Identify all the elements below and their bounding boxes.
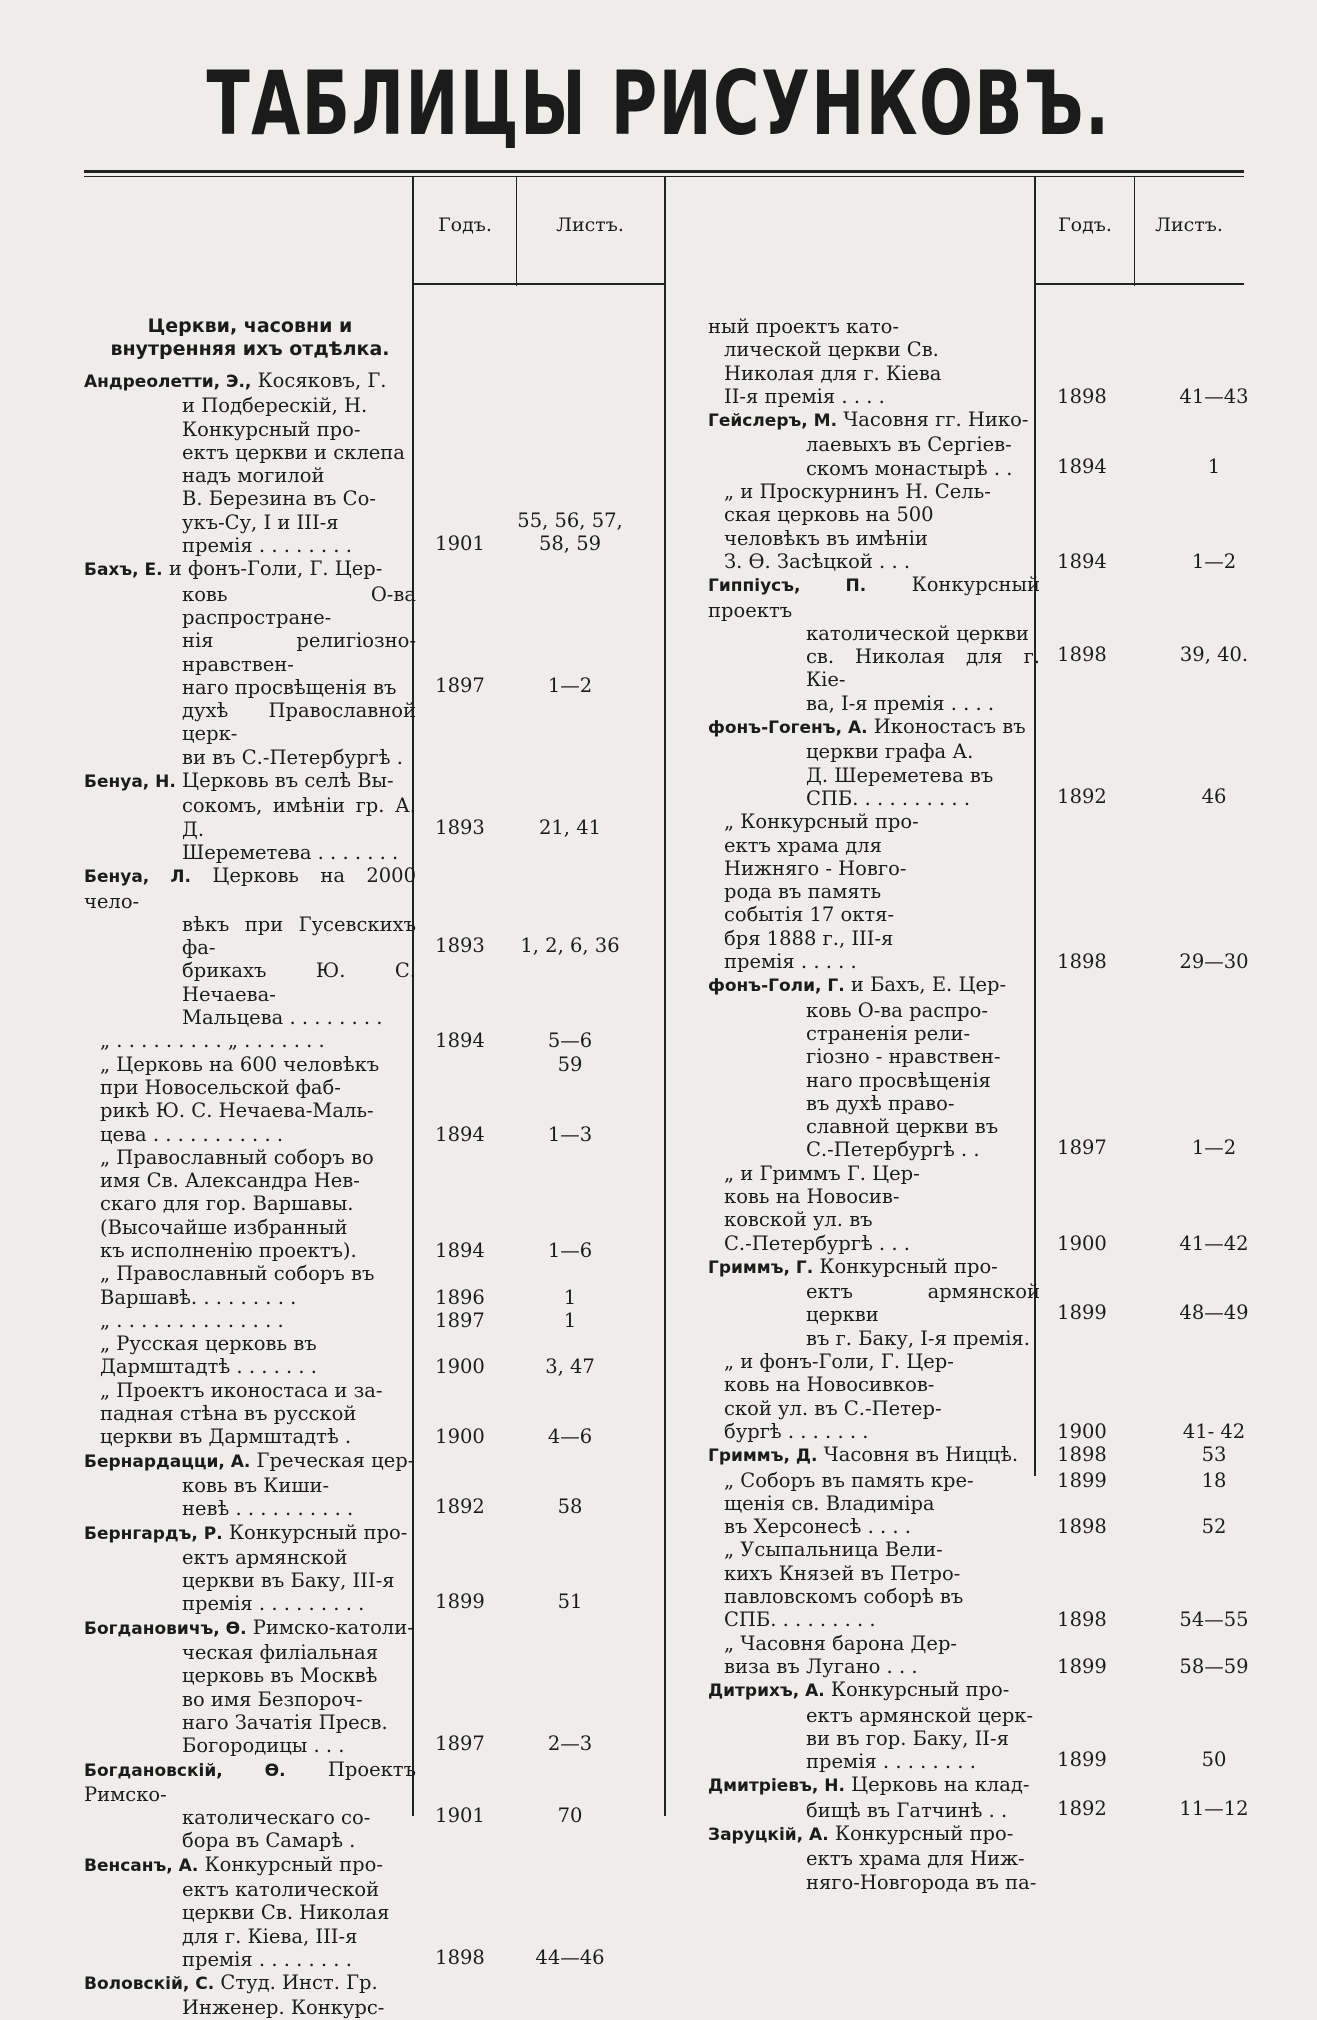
entry-line: ектъ армянской церкви xyxy=(806,1280,1040,1327)
entry-line: падная стѣна въ русской xyxy=(100,1402,357,1426)
entry-line: премія . . . . . . . . xyxy=(182,534,352,558)
col-divider xyxy=(664,176,666,1816)
sheet-value: 51 xyxy=(557,1590,583,1614)
year-value: 1898 xyxy=(1057,1515,1107,1539)
entry-line: павловскомъ соборѣ въ xyxy=(724,1585,964,1609)
entry-line: Богдановичъ, Ѳ. Римско-католи- xyxy=(84,1615,414,1639)
sheet-value: 59 xyxy=(557,1052,583,1076)
year-value: 1892 xyxy=(1057,1796,1107,1820)
index-entry xyxy=(708,408,1221,480)
entry-line: ская церковь на 500 xyxy=(724,503,934,527)
author-name: Гиппіусъ, П. xyxy=(708,576,867,597)
entry-line: Гейслеръ, М. Часовня гг. Нико- xyxy=(708,408,1029,432)
sheet-value: 58—59 xyxy=(1179,1654,1249,1678)
entry-line: Мальцева . . . . . . . . xyxy=(182,1006,383,1030)
year-value: 1898 xyxy=(1057,1443,1107,1467)
entry-line: „ Конкурсный про- xyxy=(724,810,919,834)
entry-line: вѣкъ при Гусевскихъ фа- xyxy=(182,912,416,960)
entry-line: въ г. Баку, I-я премія. xyxy=(806,1326,1030,1350)
entry-line: „ и Проскурнинъ Н. Сель- xyxy=(724,480,991,504)
col-header-sheet: Листъ. xyxy=(1155,214,1223,236)
entry-line: „ и фонъ-Голи, Г. Цер- xyxy=(724,1350,954,1374)
entry-line: „ Русская церковь въ xyxy=(100,1332,317,1356)
entry-line: Бахъ, Е. и фонъ-Голи, Г. Цер- xyxy=(84,557,383,581)
index-entry xyxy=(708,1161,1249,1255)
sheet-value: 58 xyxy=(557,1495,583,1519)
index-entry xyxy=(84,557,593,769)
entry-line: надъ могилой xyxy=(182,464,325,488)
author-name: Андреолетти, Э., xyxy=(84,372,252,392)
entry-line: сокомъ, имѣніи гр. А. Д. xyxy=(182,794,416,841)
author-name: Бернгардъ, Р. xyxy=(84,1523,223,1544)
year-value: 1898 xyxy=(1057,950,1107,974)
entry-line: человѣкъ въ имѣніи xyxy=(724,526,928,550)
sheet-value: 1 xyxy=(563,1285,577,1309)
author-name: Венсанъ, А. xyxy=(84,1855,199,1876)
col-header-year: Годъ. xyxy=(1058,214,1112,236)
index-entry xyxy=(708,1254,1249,1350)
year-value: 1901 xyxy=(435,532,485,556)
index-entry xyxy=(708,810,1249,974)
index-entry xyxy=(84,1378,593,1449)
sheet-value: 55, 56, 57, xyxy=(517,508,623,532)
year-value: 1900 xyxy=(435,1425,485,1449)
sheet-value: 4—6 xyxy=(547,1425,593,1449)
index-entry xyxy=(708,1631,1249,1679)
entry-line: церкви въ Баку, III-я xyxy=(182,1569,395,1593)
entry-line: нія религіозно-нравствен- xyxy=(182,629,416,676)
sheet-value: 70 xyxy=(557,1804,583,1828)
page-title: ТАБЛИЦЫ РИСУНКОВЪ. xyxy=(206,52,1111,155)
entry-line: ектъ храма для Ниж- xyxy=(806,1847,1025,1871)
index-entry xyxy=(708,1538,1249,1632)
left-column xyxy=(84,315,623,2020)
entry-line: „ . . . . . . . . . . . . . . xyxy=(100,1308,284,1332)
entry-line: въ Херсонесѣ . . . . xyxy=(724,1515,911,1539)
author-name: Бернардацци, А. xyxy=(84,1451,251,1472)
entry-line: имя Св. Александра Нев- xyxy=(100,1169,360,1193)
entry-line: виза въ Лугано . . . xyxy=(724,1654,918,1678)
entry-line: укъ-Су, I и III-я xyxy=(182,510,339,534)
entry-line: Шереметева . . . . . . . xyxy=(182,840,399,864)
entry-line: „ Православный соборъ въ xyxy=(100,1262,375,1286)
entry-line: ектъ церкви и склепа xyxy=(182,440,405,464)
header-rule xyxy=(1034,283,1244,285)
index-entry xyxy=(84,1448,583,1521)
entry-line: для г. Кіева, III-я xyxy=(182,1924,358,1948)
section-heading: Церкви, часовни и внутренняя ихъ отдѣлка. xyxy=(110,315,390,360)
sheet-value: 50 xyxy=(1201,1748,1227,1772)
sheet-value: 48—49 xyxy=(1179,1301,1249,1325)
entry-line: „ и Гриммъ Г. Цер- xyxy=(724,1161,920,1185)
index-entry xyxy=(708,573,1249,715)
entry-line: событія 17 октя- xyxy=(724,903,895,927)
index-entry xyxy=(84,1262,577,1309)
sheet-value: 1—6 xyxy=(547,1238,593,1262)
entry-line: ческая филіальная xyxy=(182,1641,379,1665)
year-value: 1894 xyxy=(1057,549,1107,573)
author-name: Гриммъ, Г. xyxy=(708,1257,814,1278)
entry-line: В. Березина въ Со- xyxy=(182,487,376,511)
entry-line: Дармштадтѣ . . . . . . . xyxy=(100,1355,318,1379)
entry-line: цева . . . . . . . . . . . xyxy=(100,1122,284,1146)
sheet-value: 1—2 xyxy=(547,673,593,697)
entry-line: брикахъ Ю. С. Нечаева- xyxy=(182,959,416,1006)
author-name: Богдановичъ, Ѳ. xyxy=(84,1618,247,1639)
index-entry xyxy=(708,1678,1227,1774)
entry-line: Бернгардъ, Р. Конкурсный про- xyxy=(84,1520,408,1544)
year-value: 1899 xyxy=(1057,1301,1107,1325)
entry-line: ковь О-ва распро- xyxy=(806,998,988,1022)
index-entry xyxy=(84,1615,593,1758)
sheet-value: 44—46 xyxy=(535,1945,605,1969)
entry-line: скомъ монастырѣ . . xyxy=(806,456,1013,480)
index-entry xyxy=(84,1332,595,1379)
index-entry xyxy=(84,1852,605,1971)
entry-line: Гиппіусъ, П. Конкурсный проектъ xyxy=(708,573,1041,622)
entry-line: ектъ католической xyxy=(182,1878,380,1901)
year-value: 1894 xyxy=(435,1029,485,1053)
entry-line: щенія св. Владиміра xyxy=(724,1491,935,1515)
entry-line: Нижняго - Новго- xyxy=(724,856,907,880)
entry-line: рода въ память xyxy=(724,880,882,904)
entry-line: рикѣ Ю. С. Нечаева-Маль- xyxy=(100,1099,374,1123)
entry-line: „ Усыпальница Вели- xyxy=(724,1538,943,1562)
entry-line: Заруцкій, А. Конкурсный про- xyxy=(708,1822,1014,1845)
entry-line: и Подберескій, Н. xyxy=(182,394,368,418)
entry-line: гіозно - нравствен- xyxy=(806,1045,1001,1069)
entry-line: Венсанъ, А. Конкурсный про- xyxy=(84,1852,383,1876)
entry-line: премія . . . . . xyxy=(724,950,857,974)
entry-line: С.-Петербургѣ . . . xyxy=(724,1231,910,1255)
entry-line: къ исполненію проектъ). xyxy=(100,1238,357,1262)
entry-line: „ Православный соборъ во xyxy=(100,1145,374,1169)
author-name: Гриммъ, Д. xyxy=(708,1446,818,1467)
entry-line: духѣ Православной церк- xyxy=(182,699,416,746)
year-value: 1899 xyxy=(435,1590,485,1614)
entry-line: ектъ армянской церк- xyxy=(806,1703,1034,1727)
year-value: 1900 xyxy=(1057,1231,1107,1255)
sheet-value: 3, 47 xyxy=(545,1355,595,1379)
index-entry xyxy=(84,1029,593,1053)
year-value: 1897 xyxy=(1057,1136,1107,1160)
year-value: 1898 xyxy=(435,1945,485,1969)
entry-line: бря 1888 г., III-я xyxy=(724,926,894,950)
sheet-value: 46 xyxy=(1201,784,1227,808)
index-entry xyxy=(708,1350,1246,1443)
sheet-value: 1 xyxy=(563,1308,577,1332)
entry-line: Варшавѣ. . . . . . . . . xyxy=(100,1285,297,1309)
entry-line: „ . . . . . . . . . „ . . . . . . . xyxy=(100,1029,325,1053)
entry-line: СПБ. . . . . . . . . xyxy=(724,1608,876,1632)
year-value: 1898 xyxy=(1057,1608,1107,1632)
entry-line: бургѣ . . . . . . . xyxy=(724,1419,869,1443)
year-value: 1897 xyxy=(435,673,485,697)
header-rule xyxy=(412,283,664,285)
entry-line: скаго для гор. Варшавы. xyxy=(100,1192,354,1216)
author-name: фонъ-Гогенъ, А. xyxy=(708,718,868,739)
entry-line: бищѣ въ Гатчинѣ . . xyxy=(806,1798,1008,1822)
entry-line: кихъ Князей въ Петро- xyxy=(724,1561,961,1585)
year-value: 1899 xyxy=(1057,1468,1107,1492)
entry-line: ковь въ Киши- xyxy=(182,1473,330,1497)
right-column xyxy=(708,315,1249,1894)
entry-line: въ духѣ право- xyxy=(806,1091,955,1115)
author-name: Дмитріевъ, Н. xyxy=(708,1776,845,1797)
entry-line: наго просвѣщенія въ xyxy=(182,675,397,699)
col-header-sheet: Листъ. xyxy=(556,214,624,236)
year-value: 1892 xyxy=(1057,784,1107,808)
index-entry xyxy=(84,1308,577,1332)
entry-line: Дмитріевъ, Н. Церковь на клад- xyxy=(708,1773,1030,1797)
entry-line: лической церкви Св. xyxy=(724,338,939,362)
entry-line: Богородицы . . . xyxy=(182,1734,345,1758)
year-value: 1901 xyxy=(435,1804,485,1828)
entry-line: Бенуа, Л. Церковь на 2000 чело- xyxy=(84,864,416,913)
entry-line: Бернардацци, А. Греческая цер- xyxy=(84,1448,415,1472)
sheet-value: 53 xyxy=(1201,1443,1227,1467)
entry-line: Д. Шереметева въ xyxy=(806,763,994,787)
index-entry xyxy=(708,973,1237,1162)
year-value: 1897 xyxy=(435,1308,485,1332)
year-value: 1893 xyxy=(435,934,485,958)
entry-line: при Новосельской фаб- xyxy=(100,1075,341,1099)
sheet-value: 41—43 xyxy=(1179,384,1249,408)
sheet-value: 1—2 xyxy=(1191,1136,1237,1160)
author-name: фонъ-Голи, Г. xyxy=(708,976,845,997)
entry-line: ковской ул. въ xyxy=(724,1208,873,1232)
entry-line: „ Часовня барона Дер- xyxy=(724,1631,958,1655)
entry-line: С.-Петербургѣ . . xyxy=(806,1138,980,1162)
sheet-value: 1 xyxy=(1207,454,1221,478)
entry-line: во имя Безпороч- xyxy=(182,1687,363,1711)
sheet-value: 29—30 xyxy=(1179,950,1249,974)
author-name: Воловскій, С. xyxy=(84,1974,215,1995)
entry-line: страненія рели- xyxy=(806,1021,971,1045)
entry-line: Богдановскій, Ѳ. Проектъ Римско- xyxy=(84,1757,416,1806)
entry-line: бора въ Самарѣ . xyxy=(182,1829,356,1853)
entry-line: премія . . . . . . . . xyxy=(806,1750,976,1774)
sheet-value: 5—6 xyxy=(547,1029,593,1053)
sheet-value: 54—55 xyxy=(1179,1608,1249,1632)
entry-line: премія . . . . . . . . . xyxy=(182,1592,365,1616)
entry-line: ковь на Новосивков- xyxy=(724,1373,935,1397)
year-value: 1899 xyxy=(1057,1748,1107,1772)
author-name: Заруцкій, А. xyxy=(708,1825,829,1845)
author-name: Богдановскій, Ѳ. xyxy=(84,1760,286,1781)
index-entry xyxy=(84,1971,416,2020)
entry-line: св. Николая для г. Кіе- xyxy=(806,645,1040,692)
year-value: 1900 xyxy=(435,1355,485,1379)
entry-line: ской ул. въ С.-Петер- xyxy=(724,1396,942,1420)
author-name: Бенуа, Л. xyxy=(84,867,191,888)
entry-line: церковь въ Москвѣ xyxy=(182,1664,378,1688)
year-value: 1892 xyxy=(435,1495,485,1519)
entry-line: Бенуа, Н. Церковь въ селѣ Вы- xyxy=(84,769,394,793)
entry-line: СПБ. . . . . . . . . . xyxy=(806,786,971,810)
entry-line: Инженер. Конкурс- xyxy=(182,1996,385,2020)
top-rule xyxy=(84,170,1244,173)
index-entry xyxy=(84,1052,593,1146)
entry-line: церкви графа А. xyxy=(806,740,974,764)
entry-line: католической церкви xyxy=(806,621,1029,645)
sheet-value: 52 xyxy=(1201,1515,1227,1539)
entry-line: премія . . . . . . . . xyxy=(182,1947,352,1971)
entry-line: Дитрихъ, А. Конкурсный про- xyxy=(708,1678,1010,1702)
index-entry xyxy=(708,1468,1227,1539)
entry-line: Воловскій, С. Студ. Инст. Гр. xyxy=(84,1971,378,1995)
index-entry xyxy=(84,769,602,864)
sheet-value: 18 xyxy=(1201,1468,1227,1492)
index-entry xyxy=(84,369,623,558)
entry-line: церкви въ Дармштадтѣ . xyxy=(100,1425,352,1449)
index-entry xyxy=(708,1822,1040,1894)
entry-line: фонъ-Голи, Г. и Бахъ, Е. Цер- xyxy=(708,973,1007,997)
year-value: 1893 xyxy=(435,815,485,839)
entry-line: (Высочайше избранный xyxy=(100,1215,348,1239)
year-value: 1897 xyxy=(435,1732,485,1756)
index-entry xyxy=(708,715,1227,810)
sheet-value: 1—2 xyxy=(1191,549,1237,573)
author-name: Дитрихъ, А. xyxy=(708,1681,825,1702)
entry-line: ви въ гор. Баку, II-я xyxy=(806,1726,1009,1750)
year-value: 1894 xyxy=(435,1238,485,1262)
sheet-value: 41—42 xyxy=(1179,1231,1249,1255)
entry-line: ектъ армянской xyxy=(182,1545,348,1569)
index-entry xyxy=(708,1443,1227,1468)
entry-line: няго-Новгорода въ па- xyxy=(806,1870,1037,1894)
entry-line: церкви Св. Николая xyxy=(182,1901,390,1925)
entry-line: Конкурсный про- xyxy=(182,417,361,441)
sheet-value: 2—3 xyxy=(547,1732,593,1756)
entry-line: Андреолетти, Э., Косяковъ, Г. xyxy=(84,369,387,392)
entry-line: славной церкви въ xyxy=(806,1115,999,1139)
entry-line: невѣ . . . . . . . . . . xyxy=(182,1497,354,1521)
sheet-value: 11—12 xyxy=(1179,1796,1249,1820)
year-value: 1900 xyxy=(1057,1419,1107,1443)
author-name: Бенуа, Н. xyxy=(84,772,176,793)
entry-line: ва, I-я премія . . . . xyxy=(806,691,995,715)
year-value: 1894 xyxy=(435,1122,485,1146)
entry-line: ковь на Новосив- xyxy=(724,1184,900,1208)
year-value: 1894 xyxy=(1057,454,1107,478)
author-name: Бахъ, Е. xyxy=(84,560,163,581)
index-entry xyxy=(708,1773,1249,1822)
sheet-value: 39, 40. xyxy=(1179,643,1249,667)
sheet-value: 58, 59 xyxy=(538,532,602,556)
index-entry xyxy=(84,1757,583,1853)
sheet-value: 21, 41 xyxy=(538,815,602,839)
index-entry xyxy=(708,480,1237,573)
entry-line: З. Ѳ. Засѣцкой . . . xyxy=(724,549,911,573)
index-entry xyxy=(84,1520,583,1616)
year-value: 1896 xyxy=(435,1285,485,1309)
entry-line: ный проектъ като- xyxy=(708,315,899,338)
entry-line: лаевыхъ въ Сергіев- xyxy=(806,433,1012,457)
sheet-value: 41- 42 xyxy=(1182,1419,1246,1443)
entry-line: Гриммъ, Г. Конкурсный про- xyxy=(708,1254,998,1278)
entry-line: „ Церковь на 600 человѣкъ xyxy=(100,1052,380,1076)
entry-line: фонъ-Гогенъ, А. Иконостасъ въ xyxy=(708,715,1026,739)
sheet-value: 1, 2, 6, 36 xyxy=(520,934,620,958)
sheet-value: 1—3 xyxy=(547,1122,593,1146)
entry-line: ектъ храма для xyxy=(724,833,882,857)
entry-line: „ Соборъ въ память кре- xyxy=(724,1468,974,1492)
entry-line: наго Зачатія Пресв. xyxy=(182,1710,388,1734)
entry-line: „ Проектъ иконостаса и за- xyxy=(100,1378,383,1402)
year-value: 1899 xyxy=(1057,1654,1107,1678)
year-value: 1898 xyxy=(1057,643,1107,667)
entry-line: II-я премія . . . . xyxy=(724,384,885,408)
entry-line: наго просвѣщенія xyxy=(806,1068,991,1092)
entry-line: католическаго со- xyxy=(182,1806,371,1830)
year-value: 1898 xyxy=(1057,384,1107,408)
author-name: Гейслеръ, М. xyxy=(708,411,838,432)
entry-line: ковь О-ва распростране- xyxy=(182,582,416,629)
index-entry xyxy=(84,864,620,1030)
entry-line: Гриммъ, Д. Часовня въ Ниццѣ. xyxy=(708,1443,1019,1467)
index-entry xyxy=(708,315,1249,408)
entry-line: ви въ С.-Петербургѣ . xyxy=(182,745,403,769)
entry-line: Николая для г. Кіева xyxy=(724,361,942,385)
index-entry xyxy=(84,1145,593,1262)
col-header-year: Годъ. xyxy=(438,214,492,236)
